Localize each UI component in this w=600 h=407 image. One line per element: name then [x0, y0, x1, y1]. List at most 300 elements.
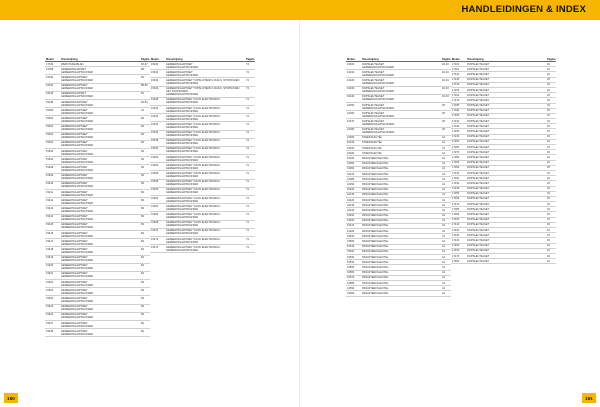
page-reference: 74	[246, 114, 249, 118]
description-line: RINGSTEEKSLEUTEL	[362, 208, 389, 212]
description-line: GEREEDSCHAPSSET VOOR ELEKTRONICA	[166, 196, 221, 200]
description	[362, 141, 442, 144]
table-row	[45, 133, 150, 141]
description-line: DOPSLEUTELSET	[467, 104, 490, 108]
description	[467, 73, 547, 76]
description-line: GEREEDSCHAPSKOFFER	[61, 193, 94, 197]
description-line: RINGSTEEKSLEUTEL	[362, 291, 389, 295]
description	[467, 177, 547, 180]
model-number: 17150	[452, 88, 460, 92]
model-number: 17170	[452, 98, 460, 102]
description-line: GEREEDSCHAPSKOFFER	[166, 117, 199, 121]
page-reference: 32	[547, 249, 550, 253]
description-line: GEREEDSCHAPSKOFFER	[166, 215, 199, 219]
model-number: 17100	[452, 62, 460, 66]
description-line: DOPSLEUTELSET	[467, 119, 490, 123]
model-number: 15413	[46, 206, 54, 210]
column-header-description: Omschrijving	[467, 57, 484, 61]
description-line: GEREEDSCHAPSKOFFER	[61, 234, 94, 238]
description	[166, 213, 246, 219]
description-line: GEREEDSCHAPSSET VOOR ELEKTRONICA	[166, 204, 221, 208]
description-line: RINGSTEEKSLEUTEL	[362, 219, 389, 223]
description-line: STEEKSLEUTEL	[362, 151, 383, 155]
description-line: GEREEDSCHAPSSET	[61, 182, 88, 186]
page-reference: 32	[547, 67, 550, 71]
model-number: 17470	[452, 254, 460, 258]
page-reference: 32-33	[442, 62, 449, 66]
model-number: 16410	[347, 193, 355, 197]
page-reference: 44	[442, 281, 445, 285]
model-number: 16470	[347, 224, 355, 228]
page-reference: 74	[246, 70, 249, 74]
page-reference: 44	[442, 151, 445, 155]
description	[166, 131, 246, 137]
description	[166, 188, 246, 194]
table-row	[346, 111, 451, 119]
description-line: GEREEDSCHAPSKOFFER	[61, 70, 94, 74]
description	[61, 117, 141, 123]
description-line: GEREEDSCHAPSKOFFER	[61, 218, 94, 222]
model-number: 15448	[151, 139, 159, 143]
description	[61, 125, 141, 131]
description	[61, 330, 141, 336]
description-line: GEREEDSCHAPSSET	[61, 305, 88, 309]
description	[362, 63, 442, 69]
model-number: 17360	[452, 197, 460, 201]
description	[61, 84, 141, 90]
description-line: GEREEDSCHAPSKOFFER	[362, 114, 395, 118]
index-table-4	[451, 57, 556, 264]
page-reference: 88-89	[141, 84, 148, 88]
model-number: 15410	[46, 182, 54, 186]
description-line: DOPSLEUTELSET	[467, 166, 490, 170]
description	[467, 234, 547, 237]
table-row	[45, 305, 150, 313]
model-number: 17370	[452, 202, 460, 206]
description	[166, 238, 246, 244]
model-number: 17040	[46, 62, 54, 66]
description-line: RINGSTEEKSLEUTEL	[362, 177, 389, 181]
description-line: DOPSLEUTELSET	[362, 62, 385, 66]
model-number: 16220	[347, 78, 355, 82]
page-reference: 32	[547, 181, 550, 185]
description	[362, 87, 442, 93]
description-line: STEEKSLEUTEL	[362, 136, 383, 140]
description	[467, 109, 547, 112]
model-number: 17120	[452, 72, 460, 76]
description	[467, 260, 547, 263]
description-line: DOPSLEUTELSET	[467, 192, 490, 196]
description-line: GEREEDSCHAPSKOFFER	[362, 65, 395, 69]
table-row	[150, 114, 255, 122]
description-line: GEREEDSCHAPSSET	[61, 206, 88, 210]
table-row	[150, 62, 255, 70]
table-row	[45, 206, 150, 214]
model-number: 17390	[452, 213, 460, 217]
table-row	[45, 157, 150, 165]
model-number: 16500	[347, 240, 355, 244]
page-reference: 44	[442, 177, 445, 181]
description	[467, 244, 547, 247]
model-number: 15215	[46, 92, 54, 96]
description-line: DOPSLEUTELSET	[467, 213, 490, 217]
description-line: GEREEDSCHAPSKOFFER	[61, 324, 94, 328]
page-reference: 32-33	[442, 87, 449, 91]
description-line: GEREEDSCHAPSKOFFER	[61, 242, 94, 246]
description-line: GEREEDSCHAPSKOFFER	[166, 109, 199, 113]
page-reference: 44	[442, 182, 445, 186]
model-number: 16570	[347, 276, 355, 280]
page-reference: 32	[547, 104, 550, 108]
description-line: GEREEDSCHAPSKOFFER	[166, 73, 199, 77]
description	[166, 172, 246, 178]
description	[166, 123, 246, 129]
model-number: 15462	[151, 196, 159, 200]
description-line: GEREEDSCHAPSSET	[61, 321, 88, 325]
page-reference: 44	[442, 276, 445, 280]
page-reference: 32	[547, 140, 550, 144]
description-line: GEREEDSCHAPSSET	[61, 239, 88, 243]
description-line: GEREEDSCHAPSSET	[61, 198, 88, 202]
model-number: 15426	[46, 313, 54, 317]
description-line: GEREEDSCHAPSKOFFER	[61, 283, 94, 287]
description-line: GEREEDSCHAPSKOFFER	[166, 232, 199, 236]
page-reference: 74	[246, 106, 249, 110]
page-reference: 74	[246, 78, 249, 82]
description-line: RINGSTEEKSLEUTEL	[362, 271, 389, 275]
page-reference: 36	[442, 119, 445, 123]
description	[362, 120, 442, 126]
model-number: 15422	[46, 280, 54, 284]
page-reference: 44	[442, 198, 445, 202]
page-reference: 84	[141, 313, 144, 317]
description-line: GEREEDSCHAPSSET	[61, 313, 88, 317]
model-number: 15406	[46, 157, 54, 161]
table-row	[45, 231, 150, 239]
column-header-description: Omschrijving	[166, 57, 183, 61]
page-spine	[299, 20, 300, 407]
model-number: 17200	[452, 114, 460, 118]
table-row	[45, 116, 150, 124]
column-header-page: Pagina	[246, 57, 255, 61]
description	[61, 101, 141, 107]
model-number: 16450	[347, 214, 355, 218]
description	[166, 180, 246, 186]
model-number: 17410	[452, 223, 460, 227]
column-header-model: Model	[46, 57, 54, 61]
page-reference: 32	[547, 176, 550, 180]
page-reference: 74	[246, 204, 249, 208]
description	[362, 199, 442, 202]
description	[362, 178, 442, 181]
page-reference: 32	[547, 207, 550, 211]
page-reference: 44	[442, 193, 445, 197]
description-line: GEREEDSCHAPSKOFFER	[61, 291, 94, 295]
description-line: GEREEDSCHAPSKOFFER	[61, 226, 94, 230]
description-line: GEREEDSCHAPSKOFFER	[61, 103, 94, 107]
description-line: GEREEDSCHAPSKOFFER	[61, 128, 94, 132]
description	[166, 147, 246, 153]
page-reference: 74	[246, 196, 249, 200]
description-line: GEREEDSCHAPSSET VOOR ELEKTRONICA	[166, 106, 221, 110]
model-number: 15010	[46, 75, 54, 79]
description-line: GEREEDSCHAPSSET VOOR ELEKTRONICA	[166, 229, 221, 233]
model-number: 16550	[347, 265, 355, 269]
description	[61, 174, 141, 180]
page-reference: 74	[246, 147, 249, 151]
model-number: 15440	[151, 106, 159, 110]
description	[61, 199, 141, 205]
description	[61, 182, 141, 188]
model-number: 15014	[46, 84, 54, 88]
model-number: 15442	[151, 114, 159, 118]
description	[362, 71, 442, 77]
description	[61, 272, 141, 278]
column-header-page: Pagina	[547, 57, 556, 61]
page-reference: 44	[442, 141, 445, 145]
description-line: GEREEDSCHAPSKOFFER	[166, 150, 199, 154]
description	[61, 76, 141, 82]
description	[467, 249, 547, 252]
description-line: GEREEDSCHAPSSET	[61, 141, 88, 145]
model-number: 15424	[46, 297, 54, 301]
description-line: DOPSLEUTELSET	[362, 87, 385, 91]
table-row	[150, 204, 255, 212]
description	[166, 87, 246, 96]
description-line: GEREEDSCHAPSKOFFER	[61, 78, 94, 82]
description-line: DOPSLEUTELSET	[467, 171, 490, 175]
model-number: 16280	[347, 128, 355, 132]
description	[166, 164, 246, 170]
model-number: 17250	[452, 140, 460, 144]
description	[61, 166, 141, 172]
page-reference: 32	[547, 171, 550, 175]
page-reference: 32	[547, 88, 550, 92]
model-number: 15412	[46, 198, 54, 202]
description	[61, 63, 141, 66]
model-number: 15430	[151, 62, 159, 66]
page-reference: 74	[246, 163, 249, 167]
description-line: GEREEDSCHAPSSET VOOR ELEKTRONICA	[166, 212, 221, 216]
description	[166, 139, 246, 145]
model-number: 15456	[151, 172, 159, 176]
description-line: DOPSLEUTELSET	[467, 233, 490, 237]
page-reference: 84	[141, 305, 144, 309]
page-reference: 84	[141, 239, 144, 243]
description-line: DOPSLEUTELSET	[467, 135, 490, 139]
table-row	[346, 78, 451, 86]
model-number: 17230	[452, 130, 460, 134]
page-reference: 84	[141, 182, 144, 186]
table-row	[45, 108, 150, 116]
description-line: RINGSTEEKSLEUTEL	[362, 255, 389, 259]
description	[166, 197, 246, 203]
page-reference: 32	[547, 161, 550, 165]
page-reference: 74	[246, 237, 249, 241]
description	[467, 208, 547, 211]
description	[362, 250, 442, 253]
description-line: DOPSLEUTELSET	[467, 202, 490, 206]
table-row	[45, 92, 150, 100]
description-line: RINGSTEEKSLEUTEL	[362, 167, 389, 171]
description	[61, 223, 141, 229]
model-number: 17320	[452, 176, 460, 180]
description	[467, 125, 547, 128]
page-reference: 81	[141, 92, 144, 96]
description-line: RINGSTEEKSLEUTEL	[362, 214, 389, 218]
model-number: 17400	[452, 218, 460, 222]
model-number: 15450	[151, 147, 159, 151]
description-line: DOPSLEUTELSET	[467, 83, 490, 87]
table-row	[45, 182, 150, 190]
page-reference: 32	[547, 145, 550, 149]
model-number: 17220	[452, 124, 460, 128]
model-number: 16380	[347, 177, 355, 181]
page-reference: 44	[442, 167, 445, 171]
page-reference: 32	[547, 233, 550, 237]
description-line: GEREEDSCHAPSSET	[166, 62, 193, 66]
description-line: GEREEDSCHAPSKOFFER	[61, 316, 94, 320]
description	[467, 63, 547, 66]
description-line: DOPSLEUTELSET	[467, 145, 490, 149]
model-number: 15472	[151, 237, 159, 241]
description-line: GEREEDSCHAPSSET	[61, 149, 88, 153]
description-line: RINGSTEEKSLEUTEL	[362, 234, 389, 238]
table-row	[45, 288, 150, 296]
description-line: GEREEDSCHAPSSET VOOR ELEKTRONICA	[166, 155, 221, 159]
table-row	[150, 171, 255, 179]
description	[467, 218, 547, 221]
description	[467, 197, 547, 200]
table-row	[150, 139, 255, 147]
description-line: DOPSLEUTELSET	[362, 103, 385, 107]
page-reference: 84	[141, 75, 144, 79]
page-reference: 44	[442, 188, 445, 192]
description	[61, 248, 141, 254]
page-reference: 84	[141, 157, 144, 161]
table-row	[150, 122, 255, 130]
page-reference: 88	[141, 67, 144, 71]
table-row	[346, 95, 451, 103]
page-reference: 84	[141, 288, 144, 292]
model-number: 15421	[46, 272, 54, 276]
description	[467, 192, 547, 195]
table-row	[150, 147, 255, 155]
page-reference: 84	[141, 133, 144, 137]
table-row	[346, 70, 451, 78]
model-number: 15434	[151, 78, 159, 82]
description-line: RINGSTEEKSLEUTEL	[362, 162, 389, 166]
page-reference: 44	[442, 172, 445, 176]
description-line: WERKTAFELBLAD	[61, 62, 84, 66]
description-line: GEREEDSCHAPSSET VOOR ELEKTRONICA	[166, 163, 221, 167]
model-number: 16460	[347, 219, 355, 223]
description-line: GEREEDSCHAPSKOFFER	[166, 207, 199, 211]
page-reference: 44	[442, 203, 445, 207]
description-line: GEREEDSCHAPSSET VOOR ELEKTRONICA	[166, 180, 221, 184]
table-row	[45, 149, 150, 157]
description-line: DOPSLEUTELSET	[362, 111, 385, 115]
description-line: DOPSLEUTELSET	[467, 78, 490, 82]
table-row	[45, 125, 150, 133]
description-line: GEREEDSCHAPSSET	[61, 247, 88, 251]
model-number: 15415	[46, 223, 54, 227]
description-line: GEREEDSCHAPSKOFFER	[166, 191, 199, 195]
description	[61, 215, 141, 221]
table-row	[150, 87, 255, 98]
page-number-right: 191	[582, 393, 596, 403]
table-row	[346, 128, 451, 136]
description-line: GEREEDSCHAPSSET VOOR ELEKTRONICA	[166, 172, 221, 176]
table-row	[45, 75, 150, 83]
model-number: 17430	[452, 233, 460, 237]
page-reference: 44	[442, 224, 445, 228]
description-line: RINGSTEEKSLEUTEL	[362, 240, 389, 244]
description-line: GEREEDSCHAPSKOFFER	[61, 87, 94, 91]
description-line: GEREEDSCHAPSKOFFER	[61, 209, 94, 213]
page-reference: 32	[547, 166, 550, 170]
description-line: GEREEDSCHAPSKOFFER	[362, 81, 395, 85]
description-line: GEREEDSCHAPSSET VOOR ELEKTRONICA	[166, 98, 221, 102]
description-line: RINGSTEEKSLEUTEL	[362, 203, 389, 207]
description-line: GEREEDSCHAPSSET VOOR ELEKTRONICA	[166, 245, 221, 249]
table-row	[45, 190, 150, 198]
description	[467, 120, 547, 123]
page-reference: 32	[547, 78, 550, 82]
model-number: 17160	[452, 93, 460, 97]
description	[467, 161, 547, 164]
model-number: 15438	[151, 98, 159, 102]
column-header-page: Pagina	[141, 57, 150, 61]
page-reference: 84	[141, 321, 144, 325]
description-line: GEREEDSCHAPSSET	[61, 174, 88, 178]
model-number: 15417	[46, 239, 54, 243]
table-row	[45, 296, 150, 304]
description-line: GEREEDSCHAPSKOFFER	[166, 134, 199, 138]
page-reference: 74	[246, 155, 249, 159]
model-number: 15409	[46, 174, 54, 178]
description-line: GEREEDSCHAPSSET	[61, 157, 88, 161]
description	[467, 83, 547, 86]
page-reference: 84	[141, 231, 144, 235]
model-number: 15411	[46, 190, 54, 194]
description-line: DOPSLEUTELSET	[467, 244, 490, 248]
description-line: GEREEDSCHAPSKOFFER	[61, 275, 94, 279]
description-line: GEREEDSCHAPSKOFFER	[166, 142, 199, 146]
description-line: RINGSTEEKSLEUTEL	[362, 281, 389, 285]
page-reference: 44	[442, 271, 445, 275]
page-reference: 32	[547, 244, 550, 248]
model-number: 17260	[452, 145, 460, 149]
description-line: GEREEDSCHAPSKOFFER	[166, 199, 199, 203]
model-number: 15408	[46, 166, 54, 170]
model-number: 15402	[46, 125, 54, 129]
page-reference: 84	[141, 329, 144, 333]
model-number: 16340	[347, 157, 355, 161]
model-number: 17460	[452, 249, 460, 253]
page-reference: 44	[442, 229, 445, 233]
table-row	[45, 313, 150, 321]
description-line: DOPSLEUTELSET	[467, 238, 490, 242]
page-reference: 84	[141, 149, 144, 153]
description-line: GEREEDSCHAPSKOFFER	[61, 250, 94, 254]
page-reference: 44	[442, 260, 445, 264]
page-reference: 36	[442, 111, 445, 115]
model-number: 17210	[452, 119, 460, 123]
description	[362, 95, 442, 101]
description	[61, 141, 141, 147]
description-line: GEREEDSCHAPSKOFFER	[166, 65, 199, 69]
